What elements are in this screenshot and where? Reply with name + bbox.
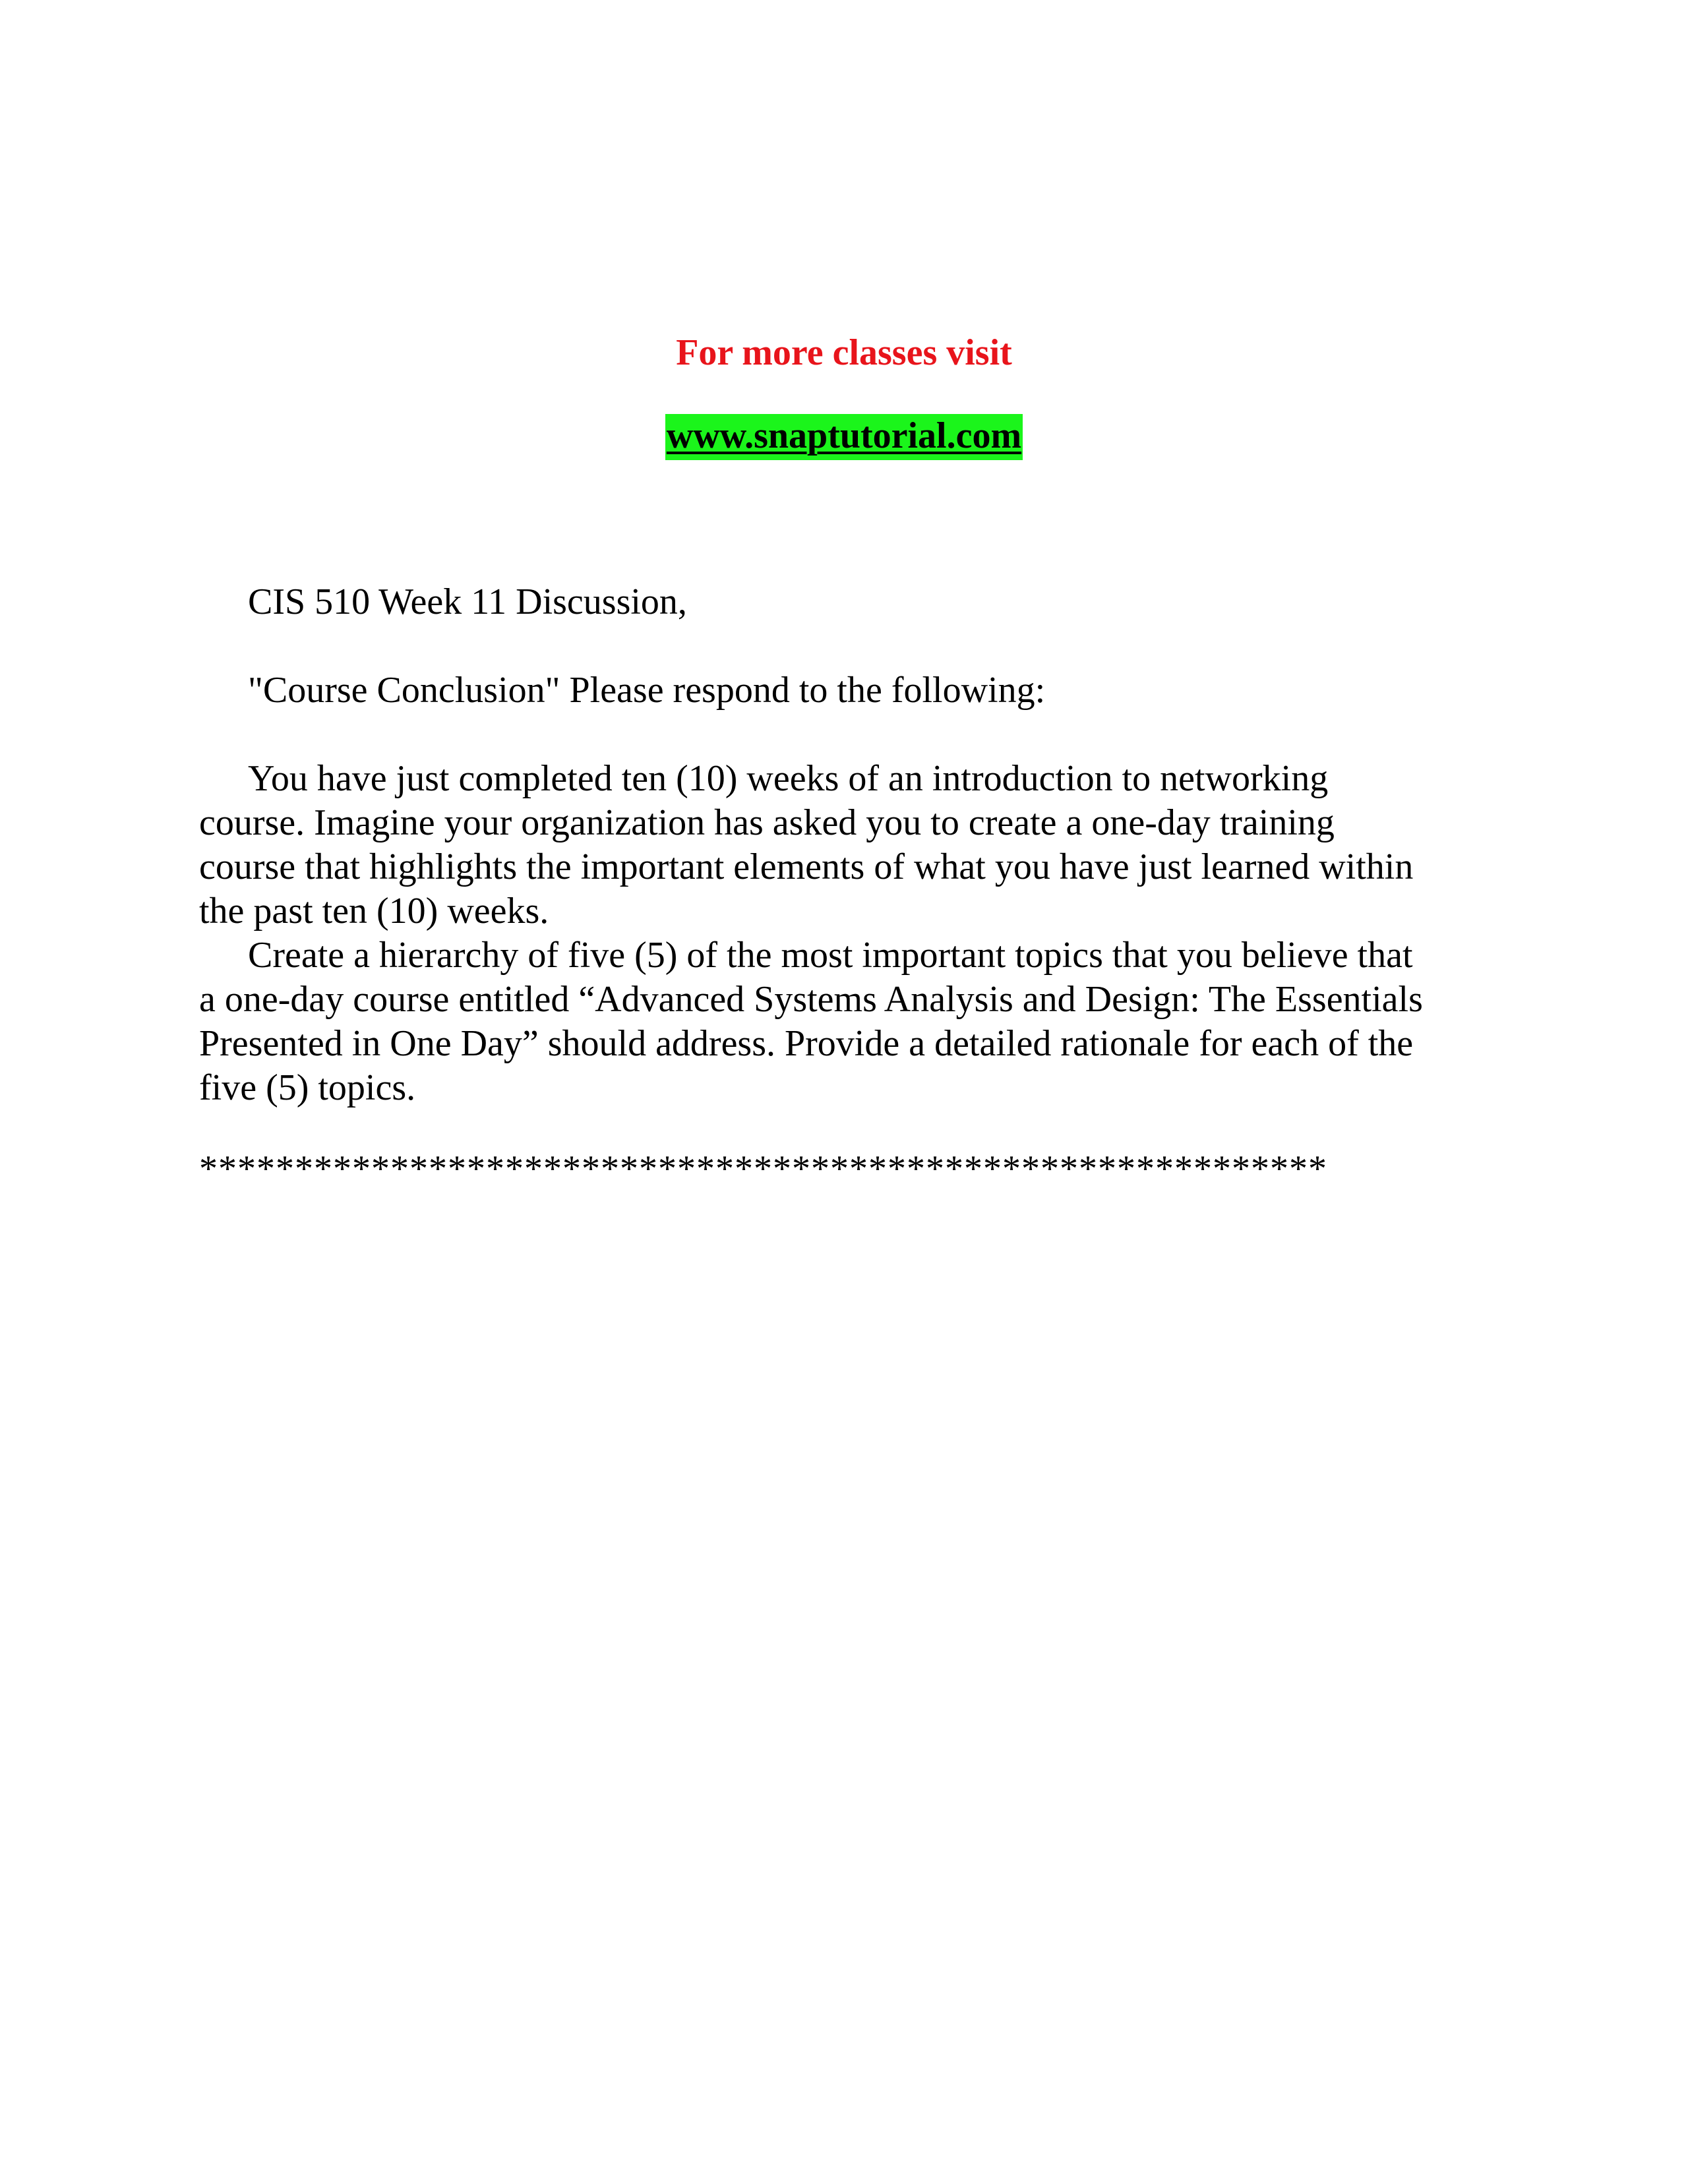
- discussion-heading: CIS 510 Week 11 Discussion,: [248, 581, 687, 622]
- paragraph-1-line: course that highlights the important elements of what you have just learned within: [199, 846, 1414, 887]
- promo-title: For more classes visit: [676, 332, 1012, 373]
- discussion-body: [199, 757, 1490, 1110]
- paragraph-2-line: Create a hierarchy of five (5) of the most important topics that you believe that: [248, 935, 1413, 976]
- paragraph-2-line: a one-day course entitled “Advanced Systems Analysis and Design: The Essentials: [199, 979, 1423, 1020]
- promo-url-container: [0, 413, 1688, 459]
- paragraph-1-line: the past ten (10) weeks.: [199, 891, 549, 931]
- paragraph-2-line: five (5) topics.: [199, 1067, 416, 1108]
- separator-stars: ***********************************************************: [199, 1148, 1327, 1189]
- promo-url-link[interactable]: www.snaptutorial.com: [665, 414, 1023, 460]
- paragraph-2-line: Presented in One Day” should address. Provide a detailed rationale for each of the: [199, 1023, 1414, 1064]
- paragraph-1-line: course. Imagine your organization has asked you to create a one-day training: [199, 802, 1335, 843]
- discussion-prompt: "Course Conclusion" Please respond to the following:: [248, 670, 1046, 711]
- paragraph-1-line: You have just completed ten (10) weeks of an introduction to networking: [248, 758, 1329, 799]
